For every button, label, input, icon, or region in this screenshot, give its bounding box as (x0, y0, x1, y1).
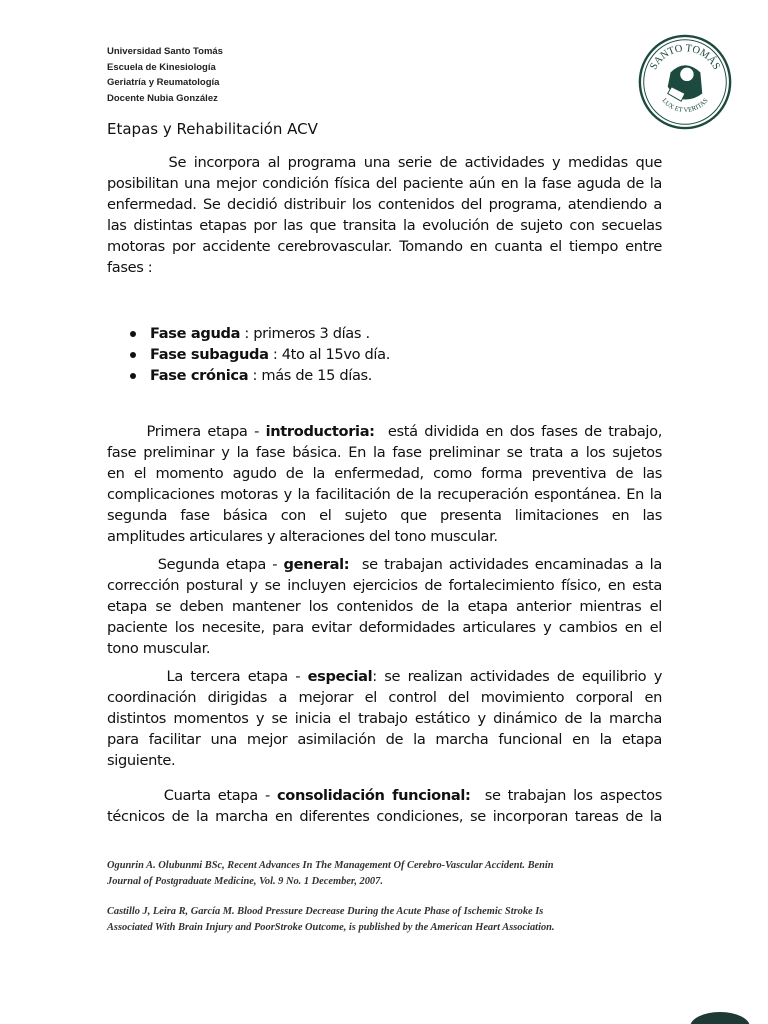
text-run: : se realizan actividades de equilibrio y (372, 668, 662, 685)
phase-name: Fase crónica (150, 367, 249, 384)
bold-term: consolidación funcional: (277, 787, 471, 804)
next-page-logo-fragment (690, 1012, 750, 1024)
stage-paragraph-line (107, 575, 662, 596)
reference-line: Journal of Postgraduate Medicine, Vol. 9 No. 1 December, 2007. (107, 876, 383, 887)
bold-term: introductoria: (265, 423, 375, 440)
stage-paragraph-line (107, 806, 662, 827)
text-run: distintos momentos y se inicia el trabajo estático y dinámico de la marcha (107, 710, 662, 727)
stage-paragraph-line (107, 421, 662, 442)
text-run: motoras por accidente cerebrovascular. Tomando en cuanta el tiempo entre (107, 238, 662, 255)
text-run: enfermedad. Se decidió distribuir los contenidos del programa, atendiendo a (107, 196, 662, 213)
reference-line: Castillo J, Leira R, García M. Blood Pressure Decrease During the Acute Phase of Ischemic Stroke Is (107, 906, 544, 917)
text-run: Se incorpora al programa una serie de actividades y medidas que (107, 154, 662, 171)
stage-paragraph-line (107, 554, 662, 575)
text-run: está dividida en dos fases de trabajo, (374, 423, 663, 440)
text-run: corrección postural y se incluyen ejercicios de fortalecimiento físico, en esta (107, 577, 662, 594)
stage-paragraph-line (107, 596, 662, 617)
phase-bullet-item (130, 365, 372, 386)
stage-paragraph-line (107, 505, 662, 526)
svg-text:SANTO TOMÁS: SANTO TOMÁS (648, 43, 722, 72)
text-run: La tercera etapa - (107, 668, 308, 685)
reference-line: Associated With Brain Injury and PoorStroke Outcome, is published by the American Heart Association. (107, 922, 555, 933)
stage-paragraph-line (107, 526, 662, 547)
reference-2 (107, 904, 667, 936)
bullet-icon (130, 373, 136, 379)
stage-paragraph-line (107, 617, 662, 638)
bold-term: general: (283, 556, 350, 573)
text-run: amplitudes articulares y alteraciones del tono muscular. (107, 528, 498, 545)
phase-duration: : primeros 3 días . (240, 325, 370, 342)
text-run: tono muscular. (107, 640, 211, 657)
text-run: se trabajan los aspectos (470, 787, 662, 804)
intro-line (107, 173, 662, 194)
header-line: Escuela de Kinesiología (107, 61, 216, 73)
stage-paragraph-line (107, 463, 662, 484)
text-run: coordinación dirigidas a mejorar el control del movimiento corporal en (107, 689, 662, 706)
intro-line (107, 152, 662, 173)
intro-line (107, 257, 662, 278)
phase-bullet-item (130, 344, 390, 365)
santo-tomas-seal-logo (637, 34, 733, 130)
text-run: Primera etapa - (107, 423, 266, 440)
phase-name: Fase aguda (150, 325, 241, 342)
stage-paragraph-line (107, 638, 662, 659)
text-run: siguiente. (107, 752, 176, 769)
header-line: Geriatría y Reumatología (107, 77, 220, 88)
document-title: Etapas y Rehabilitación ACV (107, 120, 318, 138)
bullet-icon (130, 331, 136, 337)
stage-paragraph-line (107, 666, 662, 687)
text-run: posibilitan una mejor condición física del paciente aún en la fase aguda de la (107, 175, 662, 192)
stage-paragraph-line (107, 708, 662, 729)
text-run: fases : (107, 259, 153, 276)
intro-line (107, 194, 662, 215)
text-run: fase preliminar y la fase básica. En la fase preliminar se trata a los sujetos (107, 444, 662, 461)
text-run: Segunda etapa - (107, 556, 284, 573)
text-run: se trabajan actividades encaminadas a la (349, 556, 662, 573)
text-run: las distintas etapas por las que transita la evolución de sujeto con secuelas (107, 217, 662, 234)
stage-paragraph-line (107, 729, 662, 750)
header-line: Docente Nubia González (107, 92, 218, 104)
phase-bullet-item (130, 323, 370, 344)
text-run: Cuarta etapa - (107, 787, 277, 804)
text-run: para facilitar una mejor asimilación de la marcha funcional en la etapa (107, 731, 662, 748)
text-run: segunda fase básica con el sujeto que presenta limitaciones en las (107, 507, 662, 524)
phase-duration: : más de 15 días. (248, 367, 373, 384)
stage-paragraph-line (107, 785, 662, 806)
phase-name: Fase subaguda (150, 346, 269, 363)
stage-paragraph-line (107, 442, 662, 463)
reference-1 (107, 858, 667, 890)
bold-term: especial (307, 668, 373, 685)
header-line: Universidad Santo Tomás (107, 46, 223, 57)
svg-text:LUX ET VERITAS: LUX ET VERITAS (660, 97, 710, 115)
text-run: complicaciones motoras y la facilitación de la recuperación espontánea. En la (107, 486, 662, 503)
institution-header (107, 44, 223, 106)
intro-line (107, 236, 662, 257)
text-run: en el momento agudo de la enfermedad, como forma preventiva de las (107, 465, 662, 482)
text-run: técnicos de la marcha en diferentes condiciones, se incorporan tareas de la (107, 808, 662, 825)
stage-paragraph-line (107, 687, 662, 708)
text-run: paciente los necesite, para evitar deformidades articulares y cambios en el (107, 619, 662, 636)
bullet-icon (130, 352, 136, 358)
intro-line (107, 215, 662, 236)
text-run: etapa se deben mantener los contenidos de la etapa anterior mientras el (107, 598, 662, 615)
reference-line: Ogunrin A. Olubunmi BSc, Recent Advances In The Management Of Cerebro-Vascular Accident. Benin (107, 860, 554, 871)
phase-duration: : 4to al 15vo día. (268, 346, 391, 363)
stage-paragraph-line (107, 750, 662, 771)
stage-paragraph-line (107, 484, 662, 505)
